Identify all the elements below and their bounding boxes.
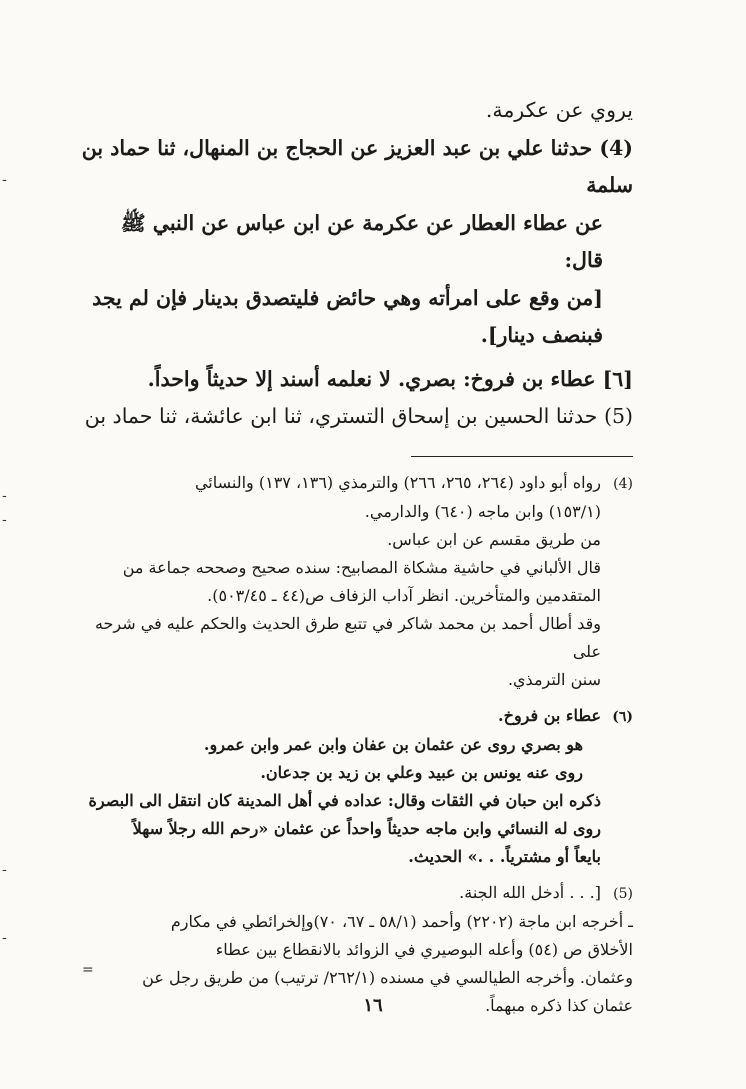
main-line-3: عن عطاء العطار عن عكرمة عن ابن عباس عن النبي ﷺ قال: [120, 210, 603, 272]
footnote-4-line-5: المتقدمين والمتأخرين. انظر آداب الزفاف ص(٤٤ ـ ٥٠٣/٤٥). [207, 585, 601, 605]
footnote-6-line-5: بايعاً أو مشترياً. . .» الحديث. [408, 846, 601, 866]
footnote-6-title: عطاء بن فروخ. [498, 705, 601, 725]
footnote-5-title: [. . . أدخل الله الجنة. [459, 882, 601, 902]
footnote-4 [78, 469, 633, 694]
main-line-7: (5) حدثنا الحسين بن إسحاق التستري، ثنا ابن عائشة، ثنا حماد بن [84, 404, 633, 428]
main-line-2: (4) حدثنا علي بن عبد العزيز عن الحجاج بن المنهال، ثنا حماد بن سلمة [81, 135, 633, 197]
page-body [78, 92, 633, 1028]
scan-mark: - [2, 862, 7, 878]
footnote-separator [411, 456, 633, 457]
footnote-6-number: (٦) [612, 708, 633, 725]
main-line-5: فبنصف دينار]. [480, 323, 603, 347]
footnote-5-line-1: ـ أخرجه ابن ماجة (٢٢٠٢) وأحمد (٥٨/١ ـ ٦٧، ٧٠)وإلخرائطي في مكارم [170, 911, 633, 931]
footnote-6 [78, 702, 633, 871]
footnote-6-line-3: ذكره ابن حبان في الثقات وقال: عداده في أهل المدينة كان انتقل الى البصرة [88, 790, 601, 810]
footnote-4-line-3: من طريق مقسم عن ابن عباس. [387, 529, 601, 549]
footnote-4-line-1: رواه أبو داود (٢٦٤، ٢٦٥، ٢٦٦) والترمذي (١٣٦، ١٣٧) والنسائي [194, 472, 601, 492]
main-line-4: [من وقع على امرأته وهي حائض فليتصدق بدينار فإن لم يجد [92, 285, 603, 310]
scan-mark: - [2, 488, 7, 504]
footnote-4-line-6: وقد أطال أحمد بن محمد شاكر في تتبع طرق الحديث والحكم عليه في شرحه على [94, 613, 601, 661]
footnote-4-line-7: سنن الترمذي. [507, 669, 601, 689]
page-number: ١٦ [363, 995, 383, 1016]
footnote-5-number: (5) [613, 885, 633, 902]
footnote-5-line-3: وعثمان. وأخرجه الطيالسي في مسنده (٢٦٢/١/ ترتيب) من طريق رجل عن [142, 967, 633, 987]
scan-mark: = [82, 962, 94, 978]
footnote-5-line-4: عثمان كذا ذكره مبهماً. [485, 995, 633, 1015]
main-text [78, 92, 633, 436]
footnote-4-number: (4) [613, 475, 633, 492]
footnote-5-line-2: الأخلاق ص (٥٤) وأعله البوصيري في الزوائد بالانقطاع بين عطاء [215, 939, 633, 959]
footnote-4-line-4: قال الألباني في حاشية مشكاة المصابيح: سنده صحيح وصححه جماعة من [122, 557, 601, 577]
footnote-6-line-4: روى له النسائي وابن ماجه حديثاً واحداً عن عثمان «رحم الله رجلاً سهلاً [132, 818, 601, 838]
footnotes [78, 469, 633, 1020]
footnote-6-line-1: هو بصري روى عن عثمان بن عفان وابن عمر وابن عمرو. [203, 734, 583, 754]
footnote-6-line-2: روى عنه يونس بن عبيد وعلي بن زيد بن جدعان. [260, 762, 583, 782]
main-line-1: يروي عن عكرمة. [485, 98, 633, 122]
scan-mark: - [2, 172, 7, 188]
main-line-6: [٦] عطاء بن فروخ: بصري. لا نعلمه أسند إلا حديثاً واحداً. [147, 366, 633, 391]
scan-mark: - [2, 512, 7, 528]
scan-mark: - [2, 930, 7, 946]
footnote-4-line-2: (١٥٣/١) وابن ماجه (٦٤٠) والدارمي. [364, 501, 601, 521]
